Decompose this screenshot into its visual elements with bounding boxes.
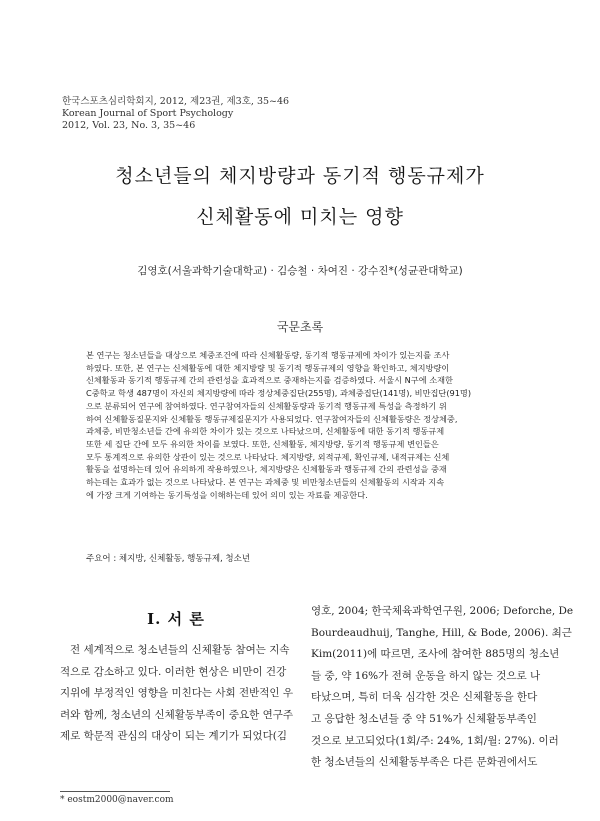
paper-title-line-2: 신체활동에 미치는 영향 — [196, 206, 404, 228]
abstract-line: 모두 통계적으로 유의한 상관이 있는 것으로 나타났다. 체지방량, 외적규제, 확인규제, 내적규제는 신체 — [86, 451, 450, 462]
right-column-text — [311, 601, 574, 774]
body-line: Bourdeaudhuij, Tanghe, Hill, & Bode, 2006). 최근 — [311, 626, 572, 639]
abstract-line: 하였다. 또한, 본 연구는 신체활동에 대한 체지방량 및 동기적 행동규제의 영향을 확인하고, 체지방량이 — [86, 362, 450, 373]
abstract-heading: 국문초록 — [276, 320, 324, 334]
abstract-body — [86, 349, 514, 501]
abstract-line: 에 가장 크게 기여하는 동기특성을 이해하는데 있어 의미 있는 자료를 제공한다. — [86, 489, 368, 500]
body-line: 적으로 감소하고 있다. 이러한 현상은 비만이 건강 — [60, 665, 287, 678]
body-line: Kim(2011)에 따르면, 조사에 참여한 885명의 청소년 — [311, 648, 560, 661]
abstract-line: C중학교 학생 487명이 자신의 체지방량에 따라 정상체중집단(255명), 과체중집단(141명), 비만집단(91명) — [86, 388, 472, 399]
body-line: 제로 학문적 관심의 대상이 되는 계기가 되었다(김 — [60, 730, 287, 743]
authors: 김영호(서울과학기술대학교) · 김승철 · 차여진 · 강수진*(성균관대학교) — [137, 265, 463, 277]
abstract-line: 본 연구는 청소년들을 대상으로 체중조건에 따라 신체활동량, 동기적 행동규제에 차이가 있는지를 조사 — [86, 350, 450, 360]
abstract-line: 으로 분류되어 연구에 참여하였다. 연구참여자들의 신체활동량과 동기적 행동규제 특성을 측정하기 위 — [86, 400, 447, 411]
body-line: 려와 함께, 청소년의 신체활동부족이 중요한 연구주 — [60, 708, 294, 721]
body-line: 것으로 보고되었다(1회/주: 24%, 1회/월: 27%). 이러 — [311, 734, 559, 747]
body-line: 들 중, 약 16%가 전혀 운동을 하지 않는 것으로 나 — [311, 669, 541, 682]
left-column-text — [60, 640, 292, 748]
journal-line-english: Korean Journal of Sport Psychology — [62, 108, 234, 119]
footnote-email: * eostm2000@naver.com — [60, 795, 174, 805]
abstract-line: 활동을 설명하는데 있어 유의하게 작용하였으나, 체지방량은 신체활동과 행동규제 간의 관련성을 중재 — [86, 464, 447, 475]
journal-info — [62, 96, 289, 132]
body-line: 타났으며, 특히 더욱 심각한 것은 신체활동을 한다 — [311, 691, 538, 704]
body-line: 고 응답한 청소년들 중 약 51%가 신체활동부족인 — [311, 712, 537, 725]
section-title-introduction: I. 서 론 — [147, 610, 205, 628]
abstract-line: 또한 세 집단 간에 모두 유의한 차이를 보였다. 또한, 신체활동, 체지방량, 동기적 행동규제 변인들은 — [86, 438, 439, 449]
body-line: 한 청소년들의 신체활동부족은 다른 문화권에서도 — [311, 756, 538, 769]
footnote-divider — [60, 791, 170, 792]
abstract-line: 신체활동과 동기적 행동규제 간의 관련성을 효과적으로 중재하는지를 검증하였다. 서울시 N구에 소재한 — [86, 375, 453, 386]
abstract-line: 하여 신체활동질문지와 신체활동 행동규제질문지가 사용되었다. 연구참여자들의 신체활동량은 정상체중, — [86, 413, 458, 424]
journal-line-korean: 한국스포츠심리학회지, 2012, 제23권, 제3호, 35~46 — [62, 96, 290, 107]
body-line: 영호, 2004; 한국체육과학연구원, 2006; Deforche, De — [311, 605, 574, 617]
abstract-line: 하는데는 효과가 없는 것으로 나타났다. 본 연구는 과체중 및 비만청소년들의 신체활동의 시작과 지속 — [86, 477, 445, 488]
keywords: 주요어 : 체지방, 신체활동, 행동규제, 청소년 — [86, 554, 251, 564]
body-line: 지위에 부정적인 영향을 미친다는 사회 전반적인 우 — [60, 687, 294, 700]
journal-line-volume: 2012, Vol. 23, No. 3, 35~46 — [62, 120, 196, 131]
abstract-line: 과체중, 비만청소년들 간에 유의한 차이가 있는 것으로 나타났으며, 신체활동에 대한 동기적 행동규제 — [86, 426, 445, 437]
paper-title-line-1: 청소년들의 체지방량과 동기적 행동규제가 — [115, 165, 485, 187]
body-line: 전 세계적으로 청소년들의 신체활동 참여는 지속 — [70, 644, 290, 656]
